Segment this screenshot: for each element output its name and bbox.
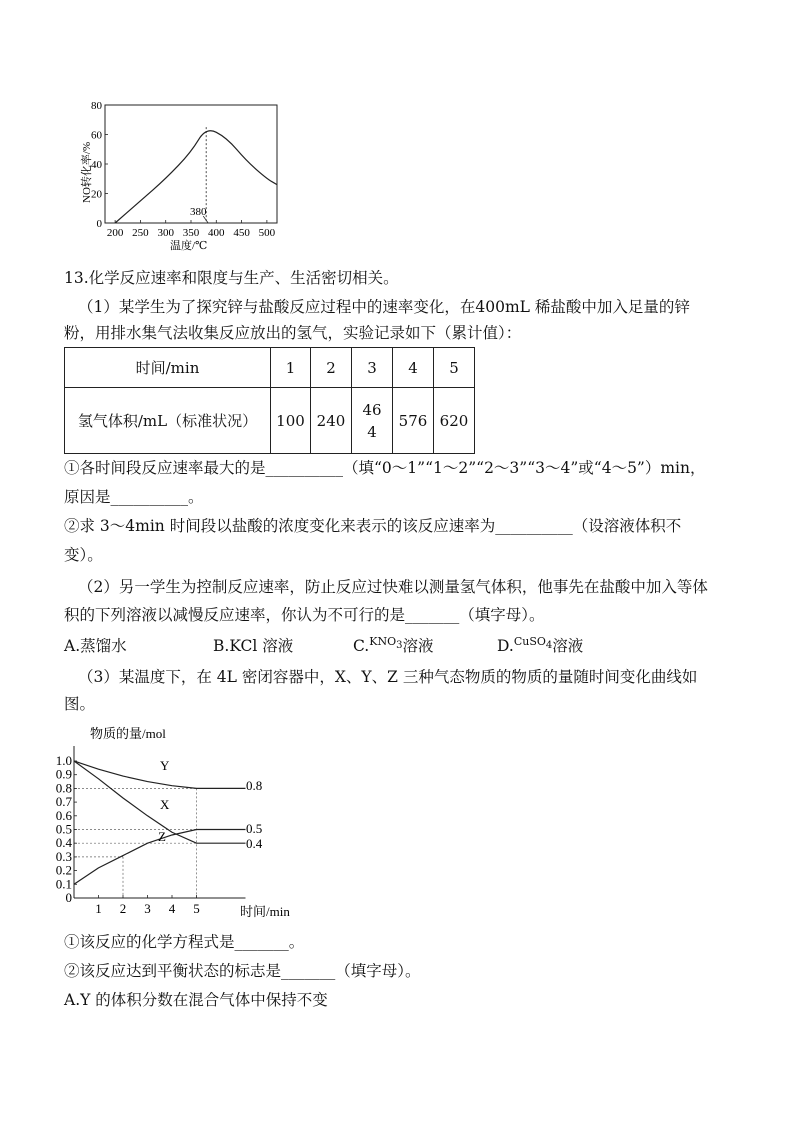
table-cell: 620 xyxy=(434,388,475,454)
x-tick-label: 200 xyxy=(106,227,124,239)
x-tick-label: 400 xyxy=(208,227,225,239)
q13-1-sub1-2: 原因是__________。 xyxy=(64,488,204,506)
end-label-0.5: 0.5 xyxy=(246,821,263,836)
option-d xyxy=(497,634,583,656)
table-cell: 240 xyxy=(311,388,352,454)
q13-part3-text-2: 图。 xyxy=(64,695,96,713)
end-label-0.8: 0.8 xyxy=(246,778,263,793)
annotation-380: 380 xyxy=(190,206,207,218)
q13-part1-text-2: 粉，用排水集气法收集反应放出的氢气，实验记录如下（累计值）： xyxy=(64,324,522,342)
option-c-formula: KNO3 xyxy=(369,634,403,652)
q13-part2-text: （2）另一学生为控制反应速率，防止反应过快难以测量氢气体积，他事先在盐酸中加入等体 xyxy=(78,578,708,596)
y-tick-label: 0.9 xyxy=(55,766,72,782)
option-b: B.KCl 溶液 xyxy=(213,637,294,655)
x-tick-label: 300 xyxy=(157,227,174,239)
q13-1-sub2: ②求 3～4min 时间段以盐酸的浓度变化来表示的该反应速率为__________（设溶液体积不 xyxy=(64,517,682,535)
table-cell: 100 xyxy=(271,388,311,454)
table-header-time: 时间/min xyxy=(65,348,271,388)
y-tick-label: 0.2 xyxy=(55,862,72,878)
x-tick-label: 450 xyxy=(233,227,250,239)
question-13-title: 13.化学反应速率和限度与生产、生活密切相关。 xyxy=(64,269,399,287)
y-tick-label: 0.7 xyxy=(55,794,72,810)
y-tick-label: 20 xyxy=(91,188,102,201)
table-cell: 3 xyxy=(352,348,393,388)
y-tick-label: 0 xyxy=(65,890,72,905)
y-axis-label: 物质的量/mol xyxy=(90,726,166,741)
x-tick-label: 1 xyxy=(95,901,102,916)
option-c-prefix: C. xyxy=(353,637,370,655)
x-tick-label: 500 xyxy=(258,227,276,239)
table-cell-464-top: 46 xyxy=(362,400,382,419)
option-c xyxy=(353,634,434,656)
table-cell: 2 xyxy=(311,348,352,388)
table-cell: 576 xyxy=(393,388,434,454)
curve-label-x: X xyxy=(160,797,170,812)
option-d-suffix: 溶液 xyxy=(552,637,584,655)
x-tick-label: 250 xyxy=(132,227,149,239)
option-d-formula: CuSO4 xyxy=(513,634,553,652)
table-header-volume: 氢气体积/mL（标准状况） xyxy=(65,388,271,454)
option-d-prefix: D. xyxy=(497,637,514,655)
figure-no-conversion-chart xyxy=(80,98,290,253)
x-tick-label: 3 xyxy=(144,901,151,916)
y-tick-label: 1.0 xyxy=(55,753,72,768)
x-axis-label: 温度/℃ xyxy=(170,240,208,252)
y-tick-label: 0.1 xyxy=(55,876,72,892)
y-tick-label: 60 xyxy=(91,129,102,142)
q13-1-sub2-2: 变）。 xyxy=(64,546,103,564)
table-cell-464 xyxy=(352,388,393,454)
x-axis-label: 时间/min xyxy=(240,904,290,919)
q13-1-sub1: ①各时间段反应速率最大的是__________（填“0～1”“1～2”“2～3”“3～4”或“4～5”）min， xyxy=(64,459,706,477)
figure-amount-time-chart xyxy=(55,722,312,922)
q13-3-option-a: A.Y 的体积分数在混合气体中保持不变 xyxy=(64,991,328,1009)
q13-part2-text-2: 积的下列溶液以减慢反应速率，你认为不可行的是_______（填字母）。 xyxy=(64,606,545,624)
q13-part1-text: （1）某学生为了探究锌与盐酸反应过程中的速率变化，在400mL 稀盐酸中加入足量的锌 xyxy=(78,298,690,316)
table-cell-464-bottom: 4 xyxy=(367,422,377,441)
y-tick-label: 0.6 xyxy=(55,807,72,823)
y-tick-label: 0 xyxy=(96,218,102,230)
hydrogen-volume-table xyxy=(64,347,475,454)
table-cell: 4 xyxy=(393,348,434,388)
y-tick-label: 0.5 xyxy=(55,821,72,837)
y-tick-label: 80 xyxy=(91,100,102,112)
table-cell: 1 xyxy=(271,348,311,388)
q13-3-sub1: ①该反应的化学方程式是_______。 xyxy=(64,933,305,951)
end-label-0.4: 0.4 xyxy=(246,836,263,851)
curve-label-y: Y xyxy=(160,758,170,773)
option-a: A.蒸馏水 xyxy=(64,637,127,655)
y-tick-label: 0.4 xyxy=(55,835,72,851)
curve-label-z: Z xyxy=(158,829,166,844)
x-tick-label: 350 xyxy=(182,227,200,239)
y-tick-label: 40 xyxy=(91,159,102,171)
q13-3-sub2: ②该反应达到平衡状态的标志是_______（填字母）。 xyxy=(64,962,421,980)
table-cell: 5 xyxy=(434,348,475,388)
y-tick-label: 0.8 xyxy=(55,780,72,796)
option-c-suffix: 溶液 xyxy=(402,637,434,655)
x-tick-label: 4 xyxy=(168,901,176,916)
q13-part3-text: （3）某温度下，在 4L 密闭容器中，X、Y、Z 三种气态物质的物质的量随时间变化曲线如 xyxy=(78,668,698,686)
y-tick-label: 0.3 xyxy=(55,848,72,864)
y-axis-label: NO转化率/% xyxy=(81,141,93,203)
x-tick-label: 5 xyxy=(193,901,200,916)
x-tick-label: 2 xyxy=(119,901,127,916)
